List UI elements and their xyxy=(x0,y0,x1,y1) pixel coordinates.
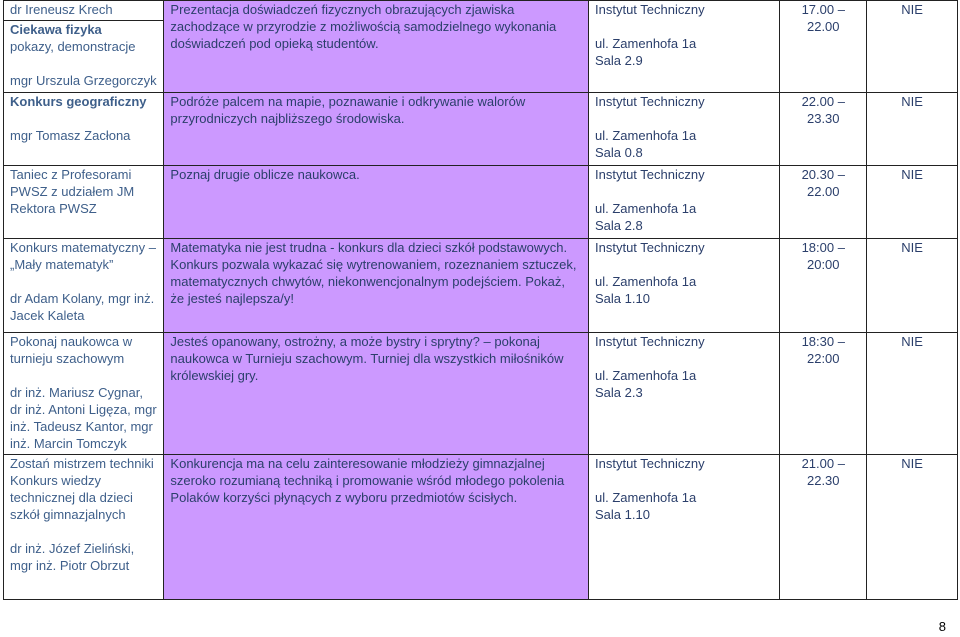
registration-cell xyxy=(867,455,958,600)
time-end: 20:00 xyxy=(806,257,840,272)
time-cell xyxy=(780,166,867,239)
location-cell xyxy=(589,166,780,239)
location-street: ul. Zamenhofa 1a xyxy=(595,368,697,383)
time-cell xyxy=(780,239,867,333)
event-person: mgr Urszula Grzegorczyk xyxy=(10,73,157,88)
description-cell xyxy=(164,93,589,166)
event-title: Konkurs matematyczny – „Mały matematyk” xyxy=(10,240,156,272)
organizer-name: dr Ireneusz Krech xyxy=(10,2,113,17)
registration-value: NIE xyxy=(901,94,923,109)
event-title: Pokonaj naukowca w turnieju szachowym xyxy=(10,334,133,366)
location-cell xyxy=(589,1,780,93)
registration-cell xyxy=(867,1,958,93)
registration-value: NIE xyxy=(901,456,923,471)
location-street: ul. Zamenhofa 1a xyxy=(595,490,697,505)
event-description: Prezentacja doświadczeń fizycznych obrazujących zjawiska zachodzące w przyrodzie z możliwością samodzielnego wykonania doświadczeń pod opieką studentów. xyxy=(170,2,557,51)
location-room: Sala 2.9 xyxy=(595,53,643,68)
registration-value: NIE xyxy=(901,240,923,255)
schedule-table xyxy=(3,0,958,600)
description-cell xyxy=(164,455,589,600)
event-subtitle: Konkurs wiedzy technicznej dla dzieci szkół gimnazjalnych xyxy=(10,473,133,522)
event-description: Matematyka nie jest trudna - konkurs dla dzieci szkół podstawowych. xyxy=(170,240,568,255)
organizer-cell xyxy=(4,1,164,21)
location-name: Instytut Techniczny xyxy=(595,240,705,255)
event-cell xyxy=(4,455,164,600)
time-start: 18:00 – xyxy=(801,240,845,255)
location-cell xyxy=(589,239,780,333)
time-cell xyxy=(780,93,867,166)
event-title: Konkurs geograficzny xyxy=(10,94,147,109)
time-cell xyxy=(780,455,867,600)
event-cell xyxy=(4,239,164,333)
event-subtitle: pokazy, demonstracje xyxy=(10,39,136,54)
time-end: 22.00 xyxy=(806,184,840,199)
event-description: Podróże palcem na mapie, poznawanie i odkrywanie walorów przyrodniczych najbliższego środowiska. xyxy=(170,94,526,126)
registration-cell xyxy=(867,166,958,239)
time-cell xyxy=(780,1,867,93)
time-cell xyxy=(780,333,867,455)
location-cell xyxy=(589,333,780,455)
table-row xyxy=(4,333,958,455)
event-person: mgr Tomasz Zacłona xyxy=(10,128,131,143)
registration-value: NIE xyxy=(901,167,923,182)
event-description: Poznaj drugie oblicze naukowca. xyxy=(170,167,360,182)
location-street: ul. Zamenhofa 1a xyxy=(595,128,697,143)
location-cell xyxy=(589,93,780,166)
table-row xyxy=(4,1,958,21)
event-cell xyxy=(4,333,164,455)
location-room: Sala 1.10 xyxy=(595,507,650,522)
time-start: 17.00 – xyxy=(801,2,845,17)
event-person: dr Adam Kolany, mgr inż. Jacek Kaleta xyxy=(10,291,155,323)
description-cell xyxy=(164,1,589,93)
registration-cell xyxy=(867,93,958,166)
table-row xyxy=(4,93,958,166)
table-row xyxy=(4,166,958,239)
event-description: Konkurencja ma na celu zainteresowanie młodzieży gimnazjalnej szeroko rozumianą techniką i promowanie wśród młodego pokolenia Polaków korzyści płynących z wyboru przedmiotów ścisłych. xyxy=(170,456,565,505)
time-end: 22:00 xyxy=(806,351,840,366)
table-row xyxy=(4,455,958,600)
event-title: Ciekawa fizyka xyxy=(10,22,102,37)
location-room: Sala 2.3 xyxy=(595,385,643,400)
time-end: 22.30 xyxy=(806,473,840,488)
event-person: dr inż. Mariusz Cygnar, dr inż. Antoni Ligęza, mgr inż. Tadeusz Kantor, mgr inż. Marcin Tomczyk xyxy=(10,385,157,451)
registration-value: NIE xyxy=(901,2,923,17)
registration-cell xyxy=(867,333,958,455)
location-name: Instytut Techniczny xyxy=(595,94,705,109)
location-cell xyxy=(589,455,780,600)
location-name: Instytut Techniczny xyxy=(595,2,705,17)
time-end: 23.30 xyxy=(806,111,840,126)
location-name: Instytut Techniczny xyxy=(595,334,705,349)
location-room: Sala 2.8 xyxy=(595,218,643,233)
time-end: 22.00 xyxy=(806,19,840,34)
description-cell xyxy=(164,333,589,455)
location-street: ul. Zamenhofa 1a xyxy=(595,274,697,289)
event-cell xyxy=(4,93,164,166)
registration-value: NIE xyxy=(901,334,923,349)
event-person: dr inż. Józef Zieliński, mgr inż. Piotr Obrzut xyxy=(10,541,135,573)
page-number: 8 xyxy=(938,619,946,634)
event-cell xyxy=(4,21,164,93)
time-start: 22.00 – xyxy=(801,94,845,109)
location-name: Instytut Techniczny xyxy=(595,167,705,182)
event-description-extra: Konkurs pozwala wykazać się wytrenowaniem, rozeznaniem sztuczek, matematycznych chwytów, niekonwencjonalnym podejściem. Pokaż, że jesteś najlepsza/y! xyxy=(170,257,577,306)
event-description: Jesteś opanowany, ostrożny, a może bystry i sprytny? – pokonaj naukowca w Turnieju szachowym. Turniej dla wszystkich miłośników królewskiej gry. xyxy=(170,334,564,383)
time-start: 20.30 – xyxy=(801,167,845,182)
table-row xyxy=(4,239,958,333)
event-title: Taniec z Profesorami PWSZ z udziałem JM Rektora PWSZ xyxy=(10,167,135,216)
event-title: Zostań mistrzem techniki xyxy=(10,456,154,471)
registration-cell xyxy=(867,239,958,333)
description-cell xyxy=(164,166,589,239)
location-room: Sala 1.10 xyxy=(595,291,650,306)
time-start: 21.00 – xyxy=(801,456,845,471)
location-name: Instytut Techniczny xyxy=(595,456,705,471)
location-street: ul. Zamenhofa 1a xyxy=(595,201,697,216)
description-cell xyxy=(164,239,589,333)
event-cell xyxy=(4,166,164,239)
location-room: Sala 0.8 xyxy=(595,145,643,160)
location-street: ul. Zamenhofa 1a xyxy=(595,36,697,51)
time-start: 18:30 – xyxy=(801,334,845,349)
